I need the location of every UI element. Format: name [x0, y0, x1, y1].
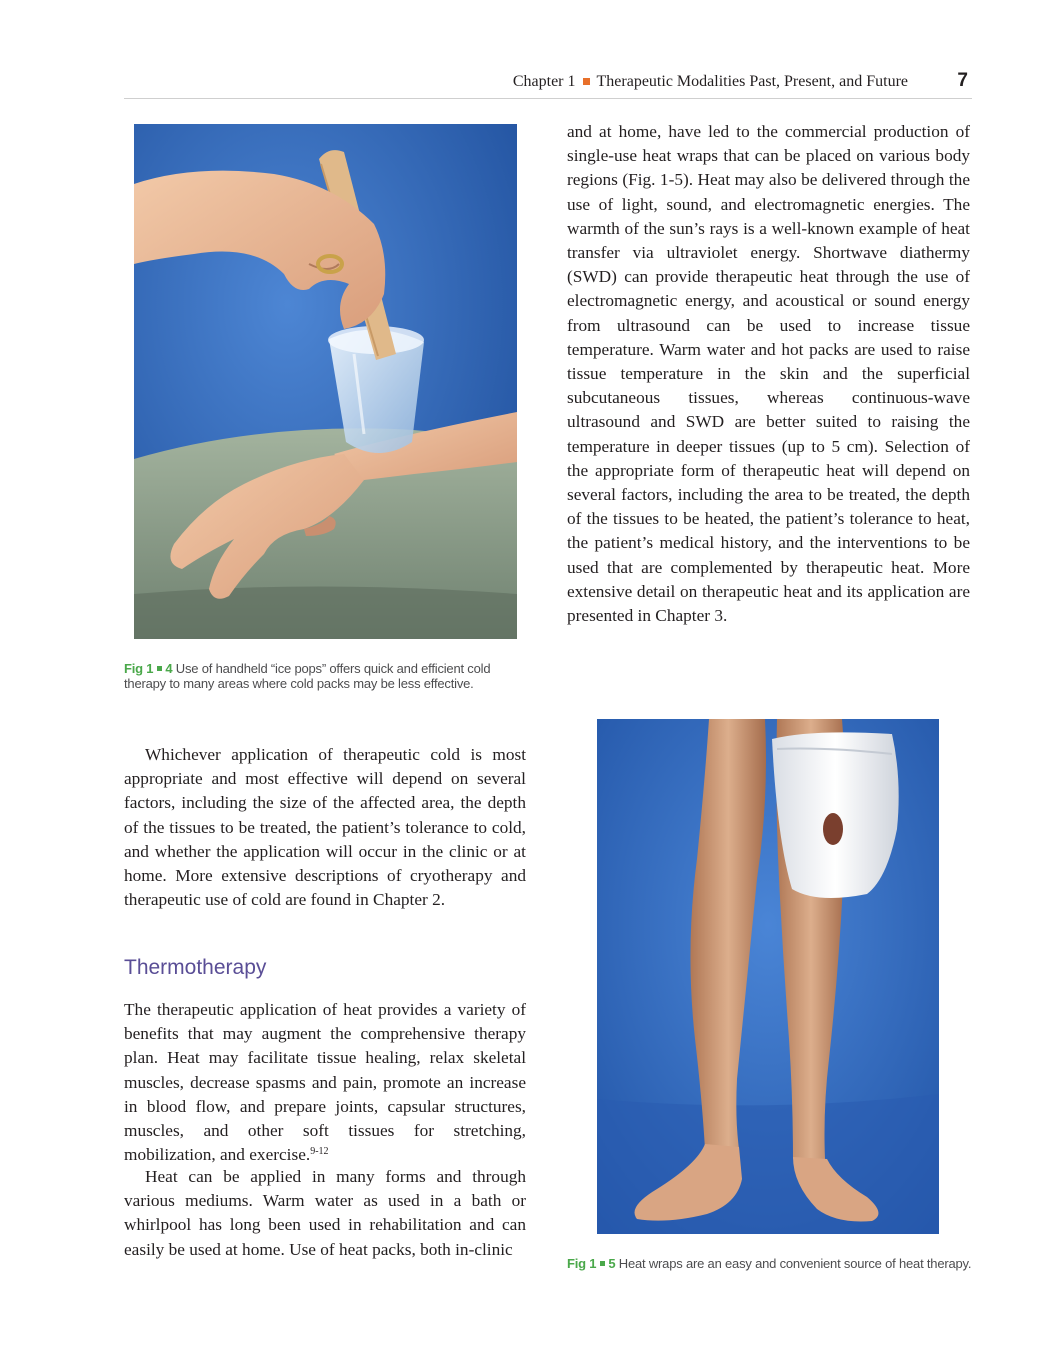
figure-bullet-icon — [600, 1261, 605, 1266]
citation: 9-12 — [310, 1146, 329, 1158]
figure-label: Fig 1 — [124, 661, 154, 676]
section-heading: Thermotherapy — [124, 956, 267, 979]
figure-number: 4 — [165, 661, 173, 676]
figure-1-5-photo — [597, 719, 939, 1234]
chapter-label: Chapter 1 — [512, 73, 576, 90]
figure-1-5-caption — [567, 1256, 977, 1271]
running-header — [124, 70, 972, 99]
header-separator-icon — [583, 78, 590, 85]
paragraph-text: The therapeutic application of heat provides a variety of benefits that may augment the comprehensive therapy plan. Heat may facilitate tissue healing, relax skeletal muscles, decrease spasms and pain, promote an increase in blood flow, and prepare joints, capsular structures, muscles, and other soft tissues for stretching, mobilization, and exercise. — [124, 1000, 526, 1165]
figure-1-4-photo — [134, 124, 517, 639]
body-paragraph-cold: Whichever application of therapeutic cold is most appropriate and most effective will depend on several factors, including the size of the affected area, the depth of the tissues to be treated, the patient’s tolerance to cold, and whether the application will occur in the clinic or at home. More extensive descriptions of cryotherapy and therapeutic use of cold are found in Chapter 2. — [124, 745, 526, 910]
figure-caption-text: Use of handheld “ice pops” offers quick and efficient cold therapy to many areas where cold packs may be less effective. — [124, 661, 491, 691]
body-paragraph-thermotherapy — [124, 998, 526, 1167]
figure-1-4-caption — [124, 661, 504, 691]
figure-label: Fig 1 — [567, 1256, 597, 1271]
figure-number: 5 — [608, 1256, 616, 1271]
figure-bullet-icon — [157, 666, 162, 671]
body-paragraph-right: and at home, have led to the commercial production of single-use heat wraps that can be placed on various body regions (Fig. 1-5). Heat may also be delivered through the use of light, sound, and electromagnetic energies. The warmth of the sun’s rays is a well-known example of heat transfer via ultraviolet energy. Shortwave diathermy (SWD) can provide therapeutic heat through the use of electromagnetic energy, and acoustical or sound energy from ultrasound can be used to increase tissue temperature. Warm water and hot packs are used to raise tissue temperature in the skin and the superficial subcutaneous tissues, whereas continuous-wave ultrasound and SWD are better suited to raising the temperature in deeper tissues (up to 5 cm). Selection of the appropriate form of therapeutic heat will depend on several factors, including the area to be treated, the depth of the tissues to be heated, the patient’s tolerance to heat, the patient’s medical history, and the interventions to be used that are complemented by therapeutic heat. More extensive detail on therapeutic heat and its application are presented in Chapter 3. — [567, 122, 970, 626]
running-title — [513, 73, 908, 91]
chapter-title: Therapeutic Modalities Past, Present, and Future — [596, 73, 908, 90]
page-number: 7 — [957, 70, 968, 91]
body-paragraph-heat-forms: Heat can be applied in many forms and through various mediums. Warm water as used in a bath or whirlpool has long been used in rehabilitation and can easily be used at home. Use of heat packs, both in-clinic — [124, 1167, 526, 1259]
figure-caption-text: Heat wraps are an easy and convenient source of heat therapy. — [618, 1256, 972, 1271]
